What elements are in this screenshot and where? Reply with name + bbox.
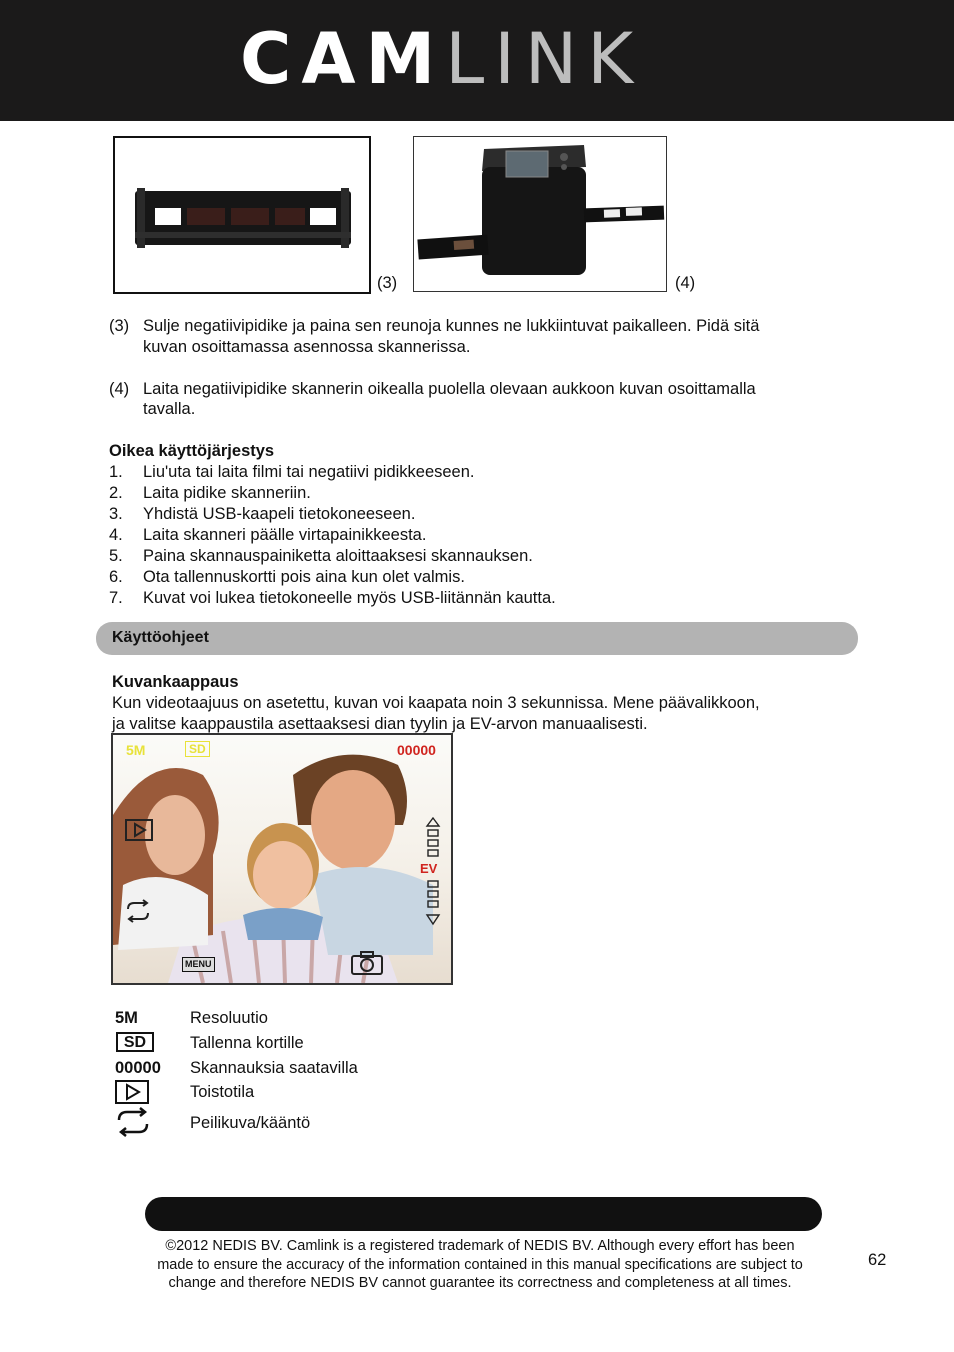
scanner-image [413,136,667,292]
counter-indicator: 00000 [397,742,436,758]
list-item: Laita skanneri päälle virtapainikkeesta. [143,526,427,544]
footer-line: made to ensure the accuracy of the information contained in this manual specifications are subject to [157,1256,803,1273]
footer-copyright [120,1237,840,1293]
section-title: Käyttöohjeet [112,629,209,646]
list-item-number: 7. [109,589,123,607]
resolution-indicator: 5M [126,742,146,758]
list-item: Yhdistä USB-kaapeli tietokoneeseen. [143,505,416,523]
camera-icon [350,950,384,976]
scanner-illustration [414,137,666,291]
list-item: Laita pidike skanneriin. [143,484,311,502]
sd-indicator: SD [185,741,210,757]
capture-text-line: Kun videotaajuus on asetettu, kuvan voi kaapata noin 3 sekunnissa. Mene päävalikkoon, [112,694,760,712]
legend-symbol-counter: 00000 [115,1059,161,1077]
list-item-number: 1. [109,463,123,481]
figure-label-3: (3) [377,274,398,292]
list-item-number: 2. [109,484,123,502]
step-text-line: kuvan osoittamassa asennossa skannerissa. [143,338,471,356]
legend-text: Resoluutio [190,1009,268,1027]
step-number: (3) [109,317,130,335]
film-holder-image [113,136,371,294]
legend-symbol-resolution: 5M [115,1009,138,1027]
legend-text: Toistotila [190,1083,255,1101]
list-item-number: 4. [109,526,123,544]
footer-line: change and therefore NEDIS BV cannot guarantee its correctness and completeness at all times. [168,1275,792,1291]
camlink-logo [240,18,644,100]
step-text-line: tavalla. [143,400,196,418]
step-text-line: Sulje negatiivipidike ja paina sen reunoja kunnes ne lukkiintuvat paikalleen. Pidä sitä [143,317,760,335]
logo-part-link: LINK [445,18,644,100]
family-photo [113,735,451,983]
capture-text-line: ja valitse kaappaustila asettaaksesi dian tyylin ja EV-arvon manuaalisesti. [112,715,648,733]
section-bar [96,622,858,655]
list-item: Paina skannauspainiketta aloittaaksesi skannauksen. [143,547,533,565]
legend-text: Peilikuva/kääntö [190,1114,311,1132]
list-item-number: 3. [109,505,123,523]
play-icon [125,819,153,841]
list-item: Liu'uta tai laita filmi tai negatiivi pidikkeeseen. [143,463,475,481]
page-number: 62 [868,1251,887,1269]
legend-text: Tallenna kortille [190,1034,304,1052]
play-icon [115,1080,149,1104]
logo-part-cam: CAM [240,18,446,100]
footer-line: ©2012 NEDIS BV. Camlink is a registered trademark of NEDIS BV. Although every effort has been [165,1238,795,1254]
camera-screen [111,733,453,985]
film-holder-illustration [115,138,369,292]
list-item: Kuvat voi lukea tietokoneelle myös USB-liitännän kautta. [143,589,556,607]
mirror-icon [125,899,151,923]
list-item-number: 6. [109,568,123,586]
capture-heading: Kuvankaappaus [112,673,239,691]
legend-text: Skannauksia saatavilla [190,1059,358,1077]
step-number: (4) [109,380,130,398]
figure-label-4: (4) [675,274,696,292]
menu-button-icon: MENU [182,957,215,972]
legend-symbol-sd: SD [116,1032,154,1052]
list-item-number: 5. [109,547,123,565]
mirror-icon [115,1106,151,1138]
footer-bar [145,1197,822,1231]
order-heading: Oikea käyttöjärjestys [109,442,275,460]
step-text-line: Laita negatiivipidike skannerin oikealla puolella olevaan aukkoon kuvan osoittamalla [143,380,756,398]
list-item: Ota tallennuskortti pois aina kun olet valmis. [143,568,465,586]
ev-label: EV [420,861,438,876]
